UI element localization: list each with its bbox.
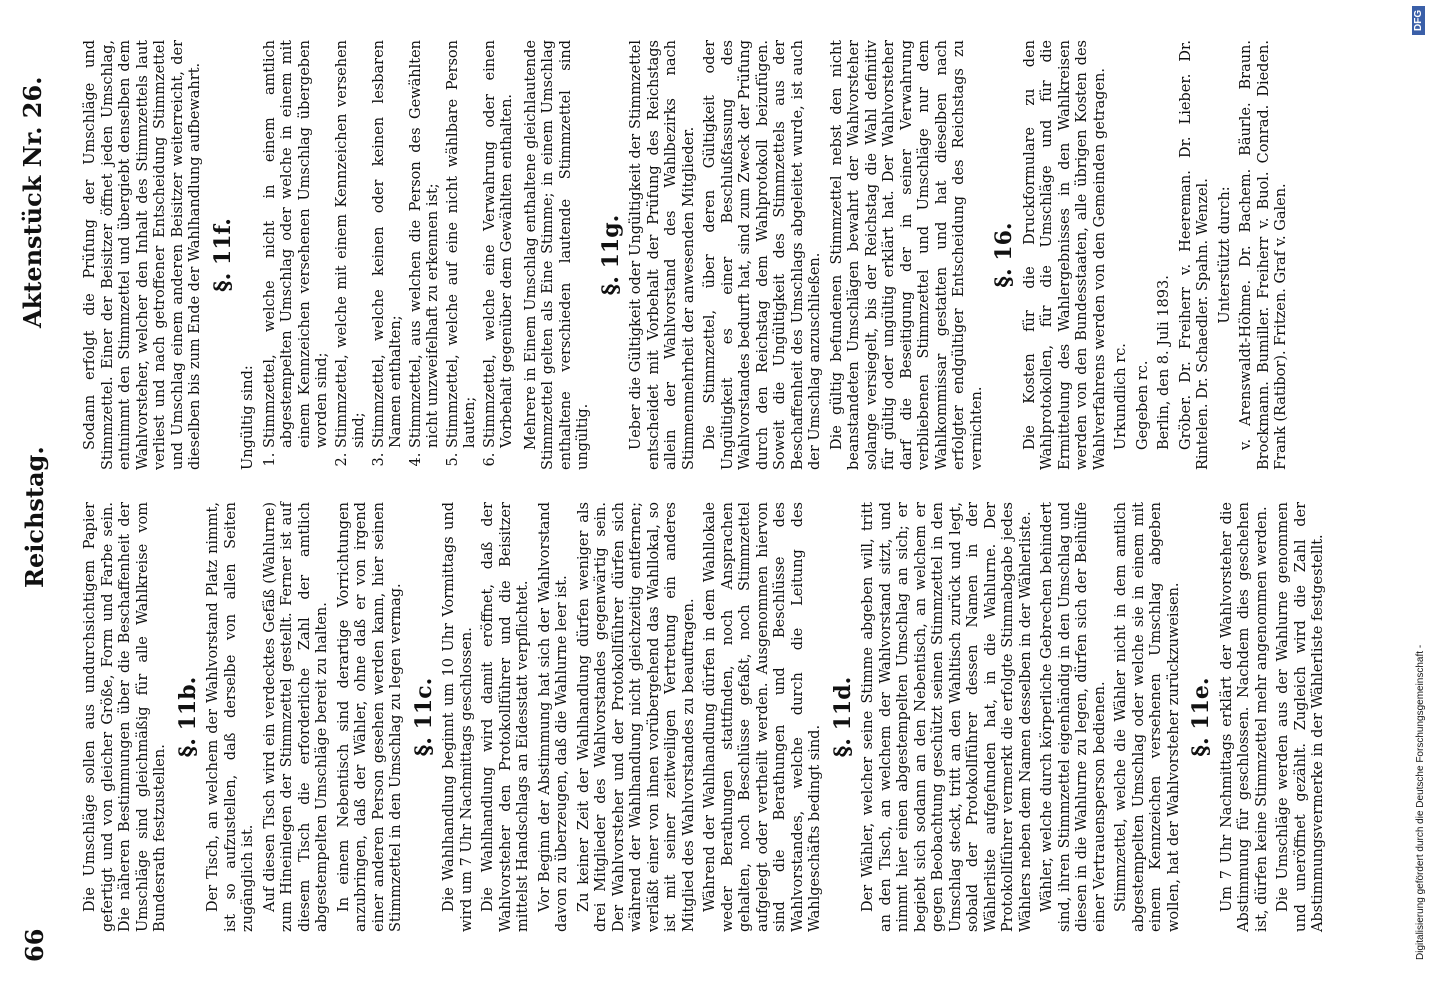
urkundlich-line: Urkundlich rc. xyxy=(1113,343,1129,450)
supported-by-label: Unterstützt durch: xyxy=(1216,186,1233,324)
left-intro: Die Umschläge sollen aus undurchsichtigem Papier gefertigt und von gleicher Größe, Form und Farbe sein. Die näheren Bestimmungen über die Beschaffenheit der Umschläge sind gleichmäßig für alle Wahlkreise vom Bundesrath festzustellen. xyxy=(82,502,168,932)
list-item: 2. Stimmzettel, welche mit einem Kennzeichen versehen sind; xyxy=(334,40,369,448)
digitization-credit: Digitalisierung gefördert durch die Deutsche Forschungsgemeinschaft - xyxy=(1415,644,1426,960)
signers-primary: Gröber. Dr. Freiherr v. Heereman. Dr. Lieber. Dr. Rintelen. Dr. Schaedler. Spahn. Wenzel. xyxy=(1177,40,1211,470)
section-16-paragraph: Die Kosten für die Druckformulare zu den Wahlprotokollen, für die Umschläge und für die Ermittelung des Wahlergebnisses in den Wahlkreisen werden von den Bundesstaaten, alle übrigen Kosten des Wahlverfahrens werden von den Gemeinden getragen. xyxy=(1021,40,1108,470)
section-11e-paragraph: Um 7 Uhr Nachmittags erklärt der Wahlvorsteher die Abstimmung für geschlossen. Nachdem dies geschehen ist, dürfen keine Stimmzettel mehr angenommen werden. xyxy=(1218,502,1270,932)
section-11c-paragraph: Die Wahlhandlung beginnt um 10 Uhr Vormittags und wird um 7 Uhr Nachmittags geschlossen. xyxy=(441,502,475,932)
section-11b-paragraph: In einem Nebentisch sind derartige Vorrichtungen anzubringen, daß der Wähler, ohne daß er von irgend einer anderen Person gesehen werden kann, hier seinen Stimmzettel in den Umschlag zu legen vermag. xyxy=(335,502,404,932)
list-item: 1. Stimmzettel, welche nicht in einem amtlich abgestempelten Umschlag oder welche in einem mit einem Kennzeichen versehenen Umschlag übergeben worden sind; xyxy=(262,40,332,448)
dfg-logo: DFG xyxy=(1412,6,1425,35)
invalid-ballots-list xyxy=(262,40,517,470)
section-11d-paragraph: Der Wähler, welcher seine Stimme abgeben will, tritt an den Tisch, an welchem der Wahlvorstand sitzt, und nimmt hier einen abgestempelten Umschlag an sich; er begiebt sich sodann an den Nebentisch, an welchem er gegen Beobachtung geschützt seinen Stimmzettel in den Umschlag steckt, tritt an den Wahltisch zurück und legt, sobald der Protokollführer dessen Namen in der Wählerliste aufgefunden hat, in die Wahlurne. Der Protokollführer vermerkt die erfolgte Stimmabgabe jedes Wählers neben dem Namen desselben in der Wählerliste. xyxy=(860,502,1034,932)
section-11g-paragraph: Ueber die Gültigkeit oder Ungültigkeit der Stimmzettel entscheidet mit Vorbehalt der Prüfung des Reichstags allein der Wahlvorstand des Wahlbezirks nach Stimmenmehrheit der anwesenden Mitglieder. xyxy=(628,40,697,470)
signers-supporting: v. Arenswaldt-Höhme. Dr. Bachem. Bäurle. Braun. Brockmann. Bumiller. Freiherr v. Buol. Conrad. Dieden. Frank (Ratibor). Fritzen. Graf v. Galen. xyxy=(1238,40,1289,470)
section-11b-title: §. 11b. xyxy=(174,676,201,758)
section-11b-paragraph: Der Tisch, an welchem der Wahlvorstand Platz nimmt, ist so aufzustellen, daß derselbe von allen Seiten zugänglich ist. xyxy=(205,502,256,932)
section-11c-title: §. 11c. xyxy=(410,677,437,757)
left-column xyxy=(82,502,1326,932)
section-11e-paragraph: Die Umschläge werden aus der Wahlurne genommen und uneröffnet gezählt. Zugleich wird die Zahl der Abstimmungsvermerke in der Wählerliste festgestellt. xyxy=(1275,502,1326,932)
section-11f-paragraph: Mehrere in Einem Umschlag enthaltene gleichlautende Stimmzettel gelten als Eine Stimme; in einem Umschlag enthaltene verschieden lautende Stimmzettel sind ungültig. xyxy=(522,40,591,470)
page-header xyxy=(16,38,56,968)
date-line: Berlin, den 8. Juli 1893. xyxy=(1156,275,1172,450)
section-11c-paragraph: Zu keiner Zeit der Wahlhandlung dürfen weniger als drei Mitglieder des Wahlvorstandes gegenwärtig sein. Der Wahlvorsteher und der Protokollführer dürfen sich während der Wahlhandlung nicht gleichzeitig entfernen; verläßt einer von ihnen vorübergehend das Wahllokal, so ist mit seiner zeitweiligen Vertretung ein anderes Mitglied des Wahlvorstandes zu beauftragen. xyxy=(575,502,697,932)
section-11d-title: §. 11d. xyxy=(829,676,856,758)
digitization-credit-bar xyxy=(1410,0,1432,1000)
section-11e-title: §. 11e. xyxy=(1188,677,1214,757)
list-item: 6. Stimmzettel, welche eine Verwahrung oder einen Vorbehalt gegenüber dem Gewählten enthalten. xyxy=(482,40,517,448)
section-11c-paragraph: Während der Wahlhandlung dürfen in dem Wahllokale weder Berathungen stattfinden, noch Ansprachen gehalten, noch Beschlüsse gefaßt, noch Stimmzettel aufgelegt oder vertheilt werden. Ausgenommen hiervon sind die Berathungen und Beschlüsse des Wahlvorstandes, welche durch die Leitung des Wahlgeschäfts bedingt sind. xyxy=(702,502,823,932)
section-11c-paragraph: Vor Beginn der Abstimmung hat sich der Wahlvorstand davon zu überzeugen, daß die Wahlurne leer ist. xyxy=(536,502,570,932)
section-11d-paragraph: Wähler, welche durch körperliche Gebrechen behindert sind, ihren Stimmzettel eigenhändig in den Umschlag und diesen in die Wahlurne zu legen, dürfen sich der Beihülfe einer Vertrauensperson bedienen. xyxy=(1039,502,1108,932)
right-intro: Sodann erfolgt die Prüfung der Umschläge und Stimmzettel. Einer der Beisitzer öffnet jeden Umschlag, entnimmt den Stimmzettel und übergiebt denselben dem Wahlvorsteher, welcher den Inhalt des Stimmzettels laut verliest und nach getroffener Entscheidung Stimmzettel und Umschlag einem anderen Beisitzer weiterreicht, der dieselben bis zum Ende der Wahlhandlung aufbewahrt. xyxy=(82,40,203,470)
section-11d-paragraph: Stimmzettel, welche die Wähler nicht in dem amtlich abgestempelten Umschlag oder welche sie in einem mit einem Kennzeichen versehenen Umschlag abgeben wollen, hat der Wahlvorsteher zurückzuweisen. xyxy=(1113,502,1182,932)
header-title: Reichstag. xyxy=(20,446,49,588)
gegeben-line: Gegeben rc. xyxy=(1134,360,1151,450)
header-document-number: Aktenstück Nr. 26. xyxy=(18,76,47,328)
section-11f-lead: Ungültig sind: xyxy=(240,365,256,470)
section-11g-paragraph: Die Stimmzettel, über deren Gültigkeit oder Ungültigkeit es einer Beschlußfassung des Wahlvorstandes bedurft hat, sind zum Zweck der Prüfung durch den Reichstag dem Wahlprotokoll beizufügen. Soweit die Ungültigkeit des Stimmzettels aus der Beschaffenheit des Umschlags abgeleitet wurde, ist auch der Umschlag anzuschließen. xyxy=(702,40,823,470)
list-item: 4. Stimmzettel, aus welchen die Person des Gewählten nicht unzweifelhaft zu erkennen ist; xyxy=(408,40,443,448)
section-11c-paragraph: Die Wahlhandlung wird damit eröffnet, daß der Wahlvorsteher den Protokollführer und die Beisitzer mittelst Handschlags an Eidesstatt verpflichtet. xyxy=(480,502,531,932)
section-11b-paragraph: Auf diesen Tisch wird ein verdecktes Gefäß (Wahlurne) zum Hineinlegen der Stimmzettel gestellt. Ferner ist auf diesem Tisch die erforderliche Zahl der amtlich abgestempelten Umschläge bereit zu halten. xyxy=(261,502,330,932)
section-11f-title: §. 11f. xyxy=(209,218,236,292)
list-item: 5. Stimmzettel, welche auf eine nicht wählbare Person lauten; xyxy=(445,40,480,448)
right-column xyxy=(82,40,1302,470)
section-11g-title: §. 11g. xyxy=(597,214,624,296)
section-11g-paragraph: Die gültig befundenen Stimmzettel nebst den nicht beanstandeten Umschlägen bewahrt der Wahlvorsteher solange versiegelt, bis der Reichstag die Wahl definitiv für gültig oder ungültig erklärt hat. Der Wahlvorsteher darf die Beseitigung der in seiner Verwahrung verbliebenen Stimmzettel und Umschläge nur dem Wahlkommissar gestatten und hat dieselben nach erfolgter endgültiger Entscheidung des Reichstags zu vernichten. xyxy=(828,40,985,470)
page-number: 66 xyxy=(20,928,49,962)
list-item: 3. Stimmzettel, welche keinen oder keinen lesbaren Namen enthalten; xyxy=(371,40,406,448)
section-16-title: §. 16. xyxy=(991,222,1017,288)
